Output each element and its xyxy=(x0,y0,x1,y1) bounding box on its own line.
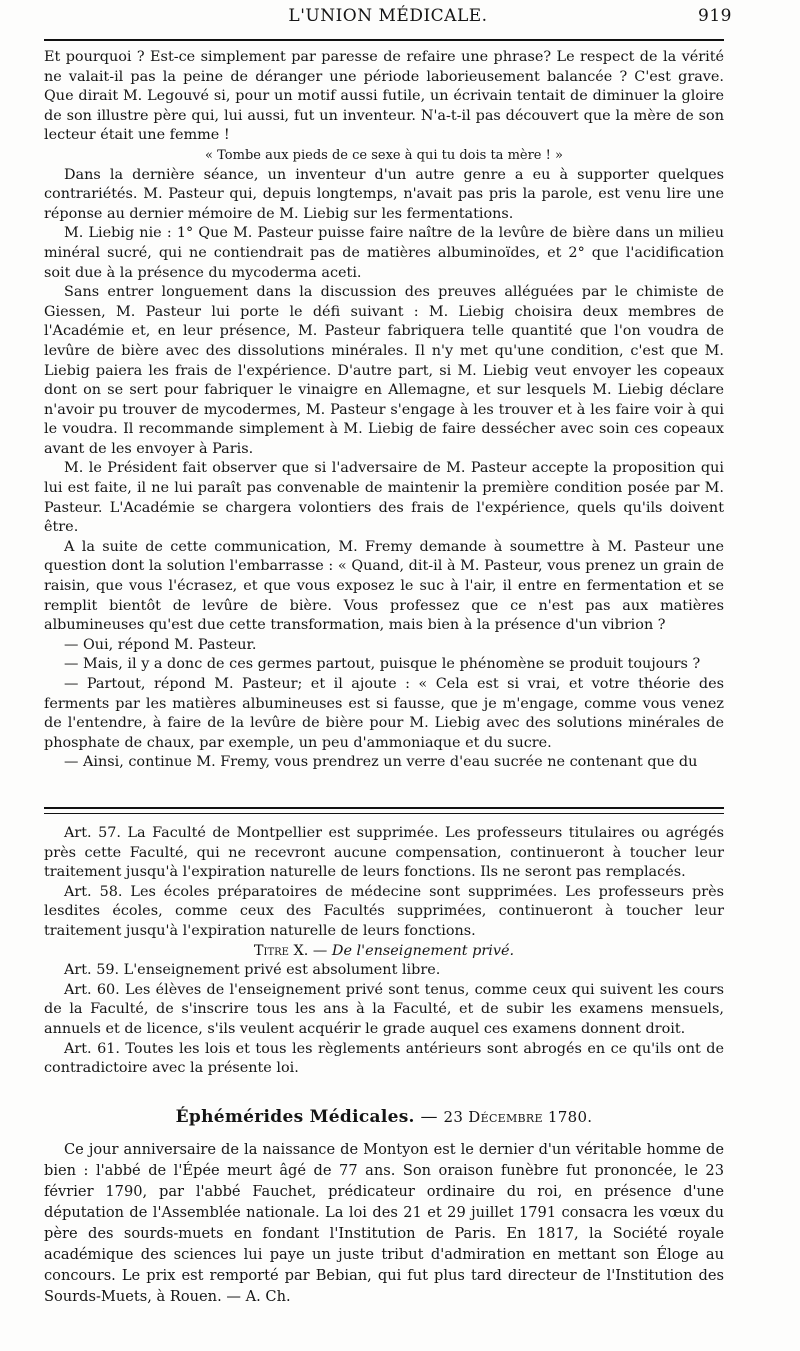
dialog-line: — Mais, il y a donc de ces germes partout, puisque le phénomène se produit toujours ? xyxy=(64,656,701,673)
header-rule xyxy=(44,39,724,41)
article-57: Art. 57. La Faculté de Montpellier est supprimée. Les professeurs titulaires ou agrégés près cette Faculté, qui ne recevront aucune compensation, continueront à toucher leur traitement jusqu'à l'expiration naturelle de leurs fonctions. Ils ne seront pas remplacés. xyxy=(44,825,724,881)
ephemerides-date: 23 Décembre 1780. xyxy=(443,1108,593,1126)
ephemerides-dash: — xyxy=(420,1107,438,1127)
law-articles xyxy=(44,824,724,1079)
paragraph: Sans entrer longuement dans la discussion des preuves alléguées par le chimiste de Giessen, M. Pasteur lui porte le défi suivant : M. Liebig choisira deux membres de l'Académie et, en leur présence, M. Pasteur fabriquera telle quantité que l'on voudra de levûre de bière avec des dissolutions minérales. Il n'y met qu'une condition, c'est que M. Liebig paiera les frais de l'expérience. D'autre part, si M. Liebig veut envoyer les copeaux dont on se sert pour fabriquer le vinaigre en Allemagne, et sur lesquels M. Liebig déclare n'avoir pu trouver de mycodermes, M. Pasteur s'engage à les trouver et à les faire voir à qui le voudra. Il recommande simplement à M. Liebig de faire dessécher avec soin ces copeaux avant de les envoyer à Paris. xyxy=(44,284,724,457)
journal-title: L'UNION MÉDICALE. xyxy=(288,6,488,26)
dialog-line: — Ainsi, continue M. Fremy, vous prendrez un verre d'eau sucrée ne contenant que du xyxy=(64,754,698,771)
titre-label: Titre X. — xyxy=(253,942,328,959)
article-58: Art. 58. Les écoles préparatoires de médecine sont supprimées. Les professeurs près lesdites écoles, comme ceux des Facultés supprimées, continueront à toucher leur traitement jusqu'à l'expiration naturelle de leurs fonctions. xyxy=(44,883,724,939)
dialog-line: — Partout, répond M. Pasteur; et il ajoute : « Cela est si vrai, et votre théorie des ferments par les matières albumineuses est si fausse, que je m'engage, comme vous venez de l'entendre, à faire de la levûre de bière pour M. Liebig avec des solutions minérales de phosphate de chaux, par exemple, un peu d'ammoniaque et du sucre. xyxy=(44,676,724,751)
feuilleton-text xyxy=(44,48,724,773)
titre-heading xyxy=(44,942,724,962)
paragraph: Et pourquoi ? Est-ce simplement par paresse de refaire une phrase? Le respect de la vérité ne valait-il pas la peine de déranger une période laborieusement balancée ? C'est grave. Que dirait M. Legouvé si, pour un motif aussi futile, un écrivain tentait de diminuer la gloire de son illustre père qui, lui aussi, fut un inventeur. N'a-t-il pas découvert que la mère de son lecteur était une femme ! xyxy=(44,49,724,144)
page-number: 919 xyxy=(698,6,732,26)
verse-quote: « Tombe aux pieds de ce sexe à qui tu dois ta mère ! » xyxy=(205,147,563,163)
paragraph: Dans la dernière séance, un inventeur d'un autre genre a eu à supporter quelques contrariétés. M. Pasteur qui, depuis longtemps, n'avait pas pris la parole, est venu lire une réponse au dernier mémoire de M. Liebig sur les fermentations. xyxy=(44,166,724,222)
section-rule-thin xyxy=(44,813,724,814)
ephemerides-title: Éphémérides Médicales. xyxy=(175,1107,415,1127)
paragraph: M. le Président fait observer que si l'adversaire de M. Pasteur accepte la proposition qui lui est faite, il ne lui paraît pas convenable de maintenir la première condition posée par M. Pasteur. L'Académie se chargera volontiers des frais de l'expérience, quels qu'ils doivent être. xyxy=(44,460,724,536)
titre-subtitle: De l'enseignement privé. xyxy=(331,942,515,959)
article-60: Art. 60. Les élèves de l'enseignement privé sont tenus, comme ceux qui suivent les cours de la Faculté, de s'inscrire tous les ans à la Faculté, et de subir les examens mensuels, annuels et de licence, s'ils veulent acquérir le grade auquel ces examens donnent droit. xyxy=(44,981,724,1037)
article-59: Art. 59. L'enseignement privé est absolument libre. xyxy=(64,962,441,979)
paragraph: Ce jour anniversaire de la naissance de Montyon est le dernier d'un véritable homme de bien : l'abbé de l'Épée meurt âgé de 77 ans. Son oraison funèbre fut prononcée, le 23 février 1790, par l'abbé Fauchet, prédicateur ordinaire du roi, en présence d'une députation de l'Assemblée nationale. La loi des 21 et 29 juillet 1791 consacra les vœux du père des sourds-muets en fondant l'Institution de Paris. En 1817, la Société royale académique des sciences lui paye un juste tribut d'admiration en mettant son Éloge au concours. Le prix est remporté par Bebian, qui fut plus tard directeur de l'Institution des Sourds-Muets, à Rouen. — A. Ch. xyxy=(44,1141,724,1305)
dialog-line: — Oui, répond M. Pasteur. xyxy=(64,636,257,653)
section-rule xyxy=(44,807,724,809)
article-61: Art. 61. Toutes les lois et tous les règlements antérieurs sont abrogés en ce qu'ils ont de contradictoire avec la présente loi. xyxy=(44,1040,724,1077)
running-head xyxy=(44,6,732,32)
paragraph: M. Liebig nie : 1° Que M. Pasteur puisse faire naître de la levûre de bière dans un milieu minéral sucré, qui ne contiendrait pas de matières albuminoïdes, et 2° que l'acidification soit due à la présence du mycoderma aceti. xyxy=(44,225,724,281)
paragraph: A la suite de cette communication, M. Fremy demande à soumettre à M. Pasteur une question dont la solution l'embarrasse : « Quand, dit-il à M. Pasteur, vous prenez un grain de raisin, que vous l'écrasez, et que vous exposez le suc à l'air, il entre en fermentation et se remplit bientôt de levûre de bière. Vous professez que ce n'est pas aux matières albumineuses qu'est due cette transformation, mais bien à la présence d'un vibrion ? xyxy=(44,538,724,634)
ephemerides-heading xyxy=(44,1107,724,1127)
ephemerides-text xyxy=(44,1139,724,1307)
